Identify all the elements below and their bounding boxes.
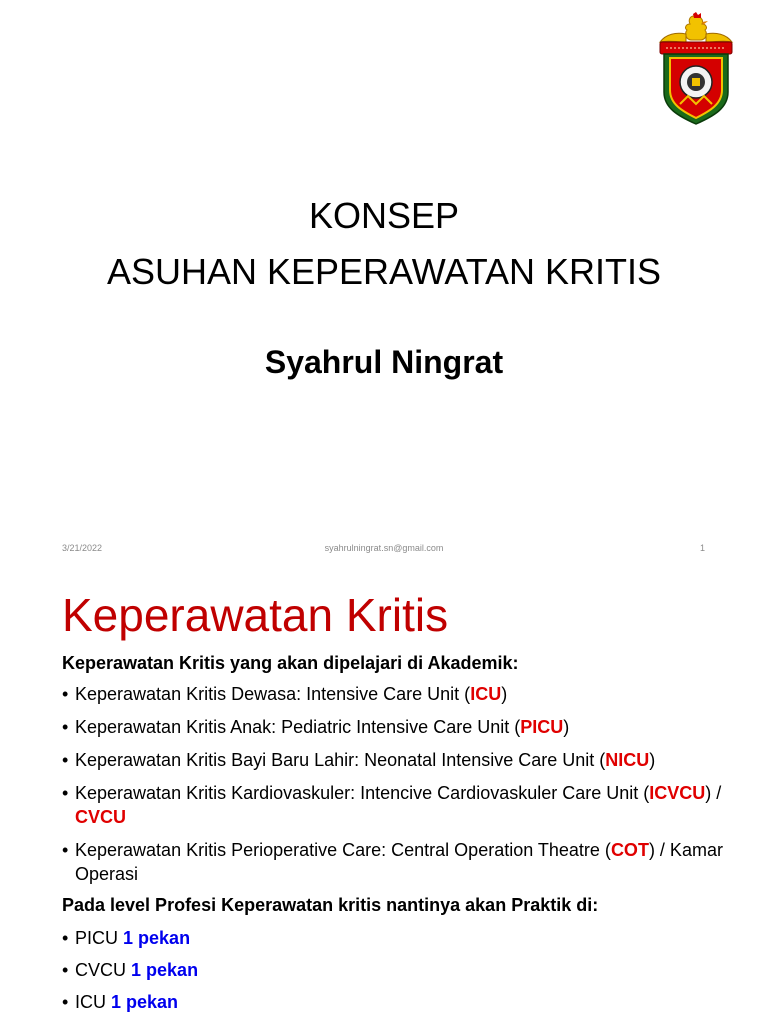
item-text-mid: ) / bbox=[705, 783, 722, 803]
footer-email: syahrulningrat.sn@gmail.com bbox=[324, 543, 444, 553]
unit-name: CVCU bbox=[75, 960, 127, 980]
acronym: ICU bbox=[470, 684, 502, 704]
list-item bbox=[62, 958, 752, 982]
list-item bbox=[62, 781, 752, 829]
duration: 1 pekan bbox=[123, 928, 191, 948]
duration: 1 pekan bbox=[111, 992, 179, 1012]
bullet-icon: • bbox=[62, 840, 69, 860]
item-text: Keperawatan Kritis Dewasa: Intensive Care Unit ( bbox=[75, 684, 471, 704]
item-text-end: ) bbox=[501, 684, 508, 704]
list-item bbox=[62, 838, 752, 886]
item-text-end: ) / Kamar Operasi bbox=[75, 840, 723, 884]
unit-name: PICU bbox=[75, 928, 119, 948]
bullet-icon: • bbox=[62, 717, 69, 737]
bullet-icon: • bbox=[62, 992, 69, 1012]
acronym: COT bbox=[610, 840, 649, 860]
list-item bbox=[62, 715, 752, 739]
item-text-end: ) bbox=[649, 750, 656, 770]
duration: 1 pekan bbox=[131, 960, 199, 980]
item-text-end: ) bbox=[563, 717, 570, 737]
list-item bbox=[62, 926, 752, 950]
footer-page-number: 1 bbox=[700, 543, 706, 553]
footer-date: 3/21/2022 bbox=[62, 543, 103, 553]
bullet-icon: • bbox=[62, 750, 69, 770]
author-name: Syahrul Ningrat bbox=[264, 344, 504, 380]
acronym-2: CVCU bbox=[75, 807, 127, 827]
unit-name: ICU bbox=[75, 992, 106, 1012]
item-text: Keperawatan Kritis Anak: Pediatric Intensive Care Unit ( bbox=[75, 717, 521, 737]
akademik-list bbox=[62, 682, 752, 895]
title-line-2: ASUHAN KEPERAWATAN KRITIS bbox=[106, 251, 662, 292]
akademik-intro: Keperawatan Kritis yang akan dipelajari di Akademik: bbox=[62, 653, 519, 673]
list-item bbox=[62, 748, 752, 772]
slide-heading: Keperawatan Kritis bbox=[62, 589, 449, 641]
bullet-icon: • bbox=[62, 684, 69, 704]
profesi-intro: Pada level Profesi Keperawatan kritis nantinya akan Praktik di: bbox=[62, 895, 599, 915]
title-line-1: KONSEP bbox=[308, 195, 460, 236]
list-item bbox=[62, 990, 752, 1014]
list-item bbox=[62, 682, 752, 706]
acronym: PICU bbox=[520, 717, 564, 737]
acronym: NICU bbox=[605, 750, 650, 770]
bullet-icon: • bbox=[62, 928, 69, 948]
bullet-icon: • bbox=[62, 960, 69, 980]
item-text: Keperawatan Kritis Bayi Baru Lahir: Neonatal Intensive Care Unit ( bbox=[75, 750, 606, 770]
profesi-list bbox=[62, 926, 752, 1022]
content-slide bbox=[0, 576, 768, 1024]
bullet-icon: • bbox=[62, 783, 69, 803]
item-text: Keperawatan Kritis Perioperative Care: Central Operation Theatre ( bbox=[75, 840, 611, 860]
acronym: ICVCU bbox=[649, 783, 706, 803]
university-crest-icon bbox=[656, 12, 736, 130]
item-text: Keperawatan Kritis Kardiovaskuler: Intencive Cardiovaskuler Care Unit ( bbox=[75, 783, 650, 803]
